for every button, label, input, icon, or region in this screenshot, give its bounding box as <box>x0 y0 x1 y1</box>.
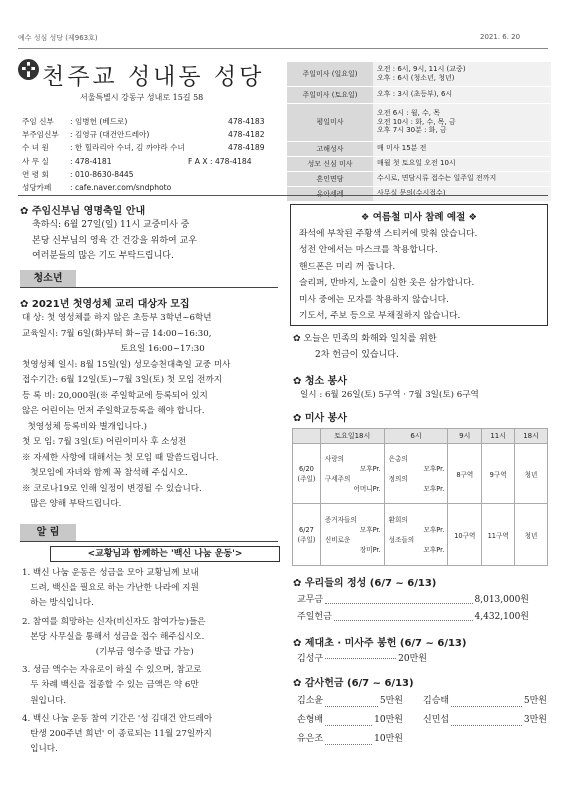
cell-line: 모후Pr. <box>359 525 381 534</box>
dot-leader <box>325 693 378 707</box>
feast-title: 주임신부님 영명축일 안내 <box>31 206 146 217</box>
list-item <box>297 592 529 609</box>
thanks-label: 김승태 <box>423 696 450 706</box>
thanks-amount: 5만원 <box>523 696 547 706</box>
cleaning-title: 청소 봉사 <box>304 376 347 387</box>
table-cell <box>320 504 384 566</box>
body-line: 교육일시: 7월 6일(화)부터 화~금 14:00~16:30, <box>22 328 212 339</box>
offering-title: 우리들의 정성 (6/7 ~ 6/13) <box>304 578 437 589</box>
schedule-value: 수시로, 면담시류 접수는 일주일 전까지 <box>373 171 551 186</box>
table-cell-date <box>293 444 321 504</box>
schedule-label: 주일미사 (일요일) <box>287 62 373 86</box>
cleaning-heading <box>293 372 347 387</box>
notice-tab: 알 림 <box>20 524 76 541</box>
body-line: 원입니다. <box>22 695 67 706</box>
mass-service-heading <box>293 409 347 424</box>
contact-value: : 임병헌 (베드로) <box>70 117 128 126</box>
cell-line: 신비로운 <box>324 535 351 544</box>
flower-bullet-icon: ✿ <box>293 413 302 424</box>
table-header: 토요일18시 <box>320 429 384 444</box>
offering-label: 주일헌금 <box>297 612 332 622</box>
body-line: 1. 백신 나눔 운동은 성금을 모아 교황님께 보내 <box>22 568 199 578</box>
list-item <box>297 731 553 750</box>
contact-phone: 478-4183 <box>228 117 265 126</box>
schedule-row <box>287 62 551 86</box>
offering-amount: 8,013,000원 <box>474 595 529 605</box>
thanks-label: 유은조 <box>297 734 324 744</box>
table-header: 9시 <box>448 429 482 444</box>
notice-divider <box>20 541 278 542</box>
vaccine-body <box>22 566 284 757</box>
schedule-row <box>287 141 551 156</box>
table-header: 18시 <box>515 429 548 444</box>
offering-amount: 4,432,100원 <box>474 612 529 622</box>
contact-list <box>22 115 272 194</box>
youth-tab: 청소년 <box>20 270 76 287</box>
contact-value: : 478-4181 <box>70 156 112 166</box>
schedule-label: 성모 신심 미사 <box>287 156 373 171</box>
contact-value: : cafe.naver.com/sndphoto <box>70 182 172 192</box>
body-line: 않은 어린이는 먼저 주일학교등록을 해야 합니다. <box>22 406 205 416</box>
candle-amount: 20만원 <box>398 654 427 664</box>
table-cell: 청년 <box>515 504 548 566</box>
schedule-label: 평일미사 <box>287 103 373 141</box>
cell-line: (주일) <box>297 535 316 544</box>
cell-line: 성조들의 <box>388 535 415 544</box>
contact-key: 수 녀 원 <box>22 143 49 153</box>
body-line: 3. 성금 액수는 자유로이 하실 수 있으며, 참고로 <box>22 665 202 676</box>
offering-label: 교무금 <box>297 595 324 605</box>
peter-collection <box>293 332 548 363</box>
body-line: 핸드폰은 미리 꺼 둡니다. <box>299 261 396 272</box>
table-cell-date <box>293 504 321 566</box>
cell-line: 장미Pr. <box>359 545 381 554</box>
flower-bullet-icon: ✿ <box>293 376 302 387</box>
table-cell: 8구역 <box>448 444 482 504</box>
contact-row-convent <box>22 141 272 154</box>
dot-leader <box>325 592 472 604</box>
table-header: 6시 <box>384 429 448 444</box>
dot-leader <box>451 693 522 707</box>
contact-fax: F A X : 478-4184 <box>188 156 252 166</box>
dot-leader <box>451 712 522 726</box>
body-line: 첫 모 임: 7월 3일(토) 어린이미사 후 소성전 <box>22 437 187 447</box>
table-row <box>293 444 548 504</box>
flower-bullet-icon: ✿ <box>20 299 29 310</box>
table-cell: 10구역 <box>448 504 482 566</box>
dot-leader <box>325 731 372 745</box>
table-header <box>293 429 321 444</box>
list-item <box>297 609 529 626</box>
cell-line: 증거자들의 <box>324 515 357 524</box>
cell-line: 6/20 <box>299 464 314 473</box>
body-line: 드려, 백신을 필요로 하는 가난한 나라에 지원 <box>22 583 199 594</box>
body-line: 여러분들의 많은 기도 부탁드립니다. <box>32 251 174 261</box>
bulletin-date: 2021. 6. 20 <box>480 33 521 41</box>
cell-line: 어머니Pr. <box>353 484 381 493</box>
schedule-line: 오전 10시 : 화, 수, 목, 금 <box>377 117 456 126</box>
contact-row-associate <box>22 128 272 141</box>
schedule-value: 사무실 문의(수시접수) <box>373 186 551 201</box>
communion-title: 2021년 첫영성체 교리 대상자 모집 <box>31 299 190 310</box>
thanks-entry <box>423 712 547 731</box>
contact-key: 주임 신부 <box>22 117 54 126</box>
cell-line: 모후Pr. <box>423 525 445 534</box>
contact-row-pastor <box>22 115 272 128</box>
body-line: 본당 신부님의 영육 간 건강을 위하여 교우 <box>32 235 197 246</box>
schedule-row <box>287 103 551 141</box>
cell-line: 구세주의 <box>324 474 351 483</box>
contact-key: 사 무 실 <box>22 156 49 166</box>
thanks-title: 감사헌금 (6/7 ~ 6/13) <box>304 678 414 689</box>
candle-title: 제대초 · 미사주 봉헌 (6/7 ~ 6/13) <box>304 638 467 649</box>
schedule-label: 혼인면담 <box>287 171 373 186</box>
communion-body <box>22 311 284 513</box>
feast-body <box>32 218 282 265</box>
body-line: 첫모임에 자녀와 함께 꼭 참석해 주십시오. <box>22 468 188 478</box>
vaccine-item <box>22 615 284 661</box>
schedule-line: 오전 : 6시, 9시, 11시 (교중) <box>377 64 466 73</box>
body-line: 2. 참여를 희망하는 신자(비신자도 참여가능)들은 <box>22 616 206 627</box>
contact-key: 부주임신부 <box>22 130 59 140</box>
youth-divider <box>20 287 278 288</box>
body-line: (기부금 영수증 발급 가능) <box>22 647 194 658</box>
schedule-row <box>287 86 551 103</box>
table-cell <box>384 504 448 566</box>
table-header: 11시 <box>482 429 515 444</box>
cell-line: 6/27 <box>299 525 314 534</box>
schedule-value <box>373 86 551 103</box>
schedule-label: 고해성사 <box>287 141 373 156</box>
body-line: 첫영성체 등록비와 별개입니다.) <box>22 421 147 432</box>
schedule-row <box>287 156 551 171</box>
body-line: 2차 헌금이 있습니다. <box>315 349 399 360</box>
body-line: 등 록 비: 20,000원(※ 주일학교에 등록되어 있지 <box>22 390 208 401</box>
cell-line: 모후Pr. <box>359 464 381 473</box>
list-item <box>297 712 553 731</box>
cell-line: 모후Pr. <box>423 484 445 493</box>
schedule-row <box>287 171 551 186</box>
candle-label: 김성구 <box>297 654 324 664</box>
body-line: ※ 코로나19로 인해 일정이 변경될 수 있습니다. <box>22 483 202 494</box>
summer-etiquette-box <box>290 204 548 326</box>
flower-bullet-icon: ✿ <box>293 678 302 689</box>
candle-heading <box>293 634 466 649</box>
thanks-amount: 10만원 <box>374 715 403 725</box>
contact-row-cafe <box>22 181 272 194</box>
dot-leader <box>334 609 473 621</box>
thanks-label: 손형배 <box>297 715 324 725</box>
thanks-entry <box>297 693 403 712</box>
body-line: 성전 안에서는 마스크를 착용합니다. <box>299 245 438 256</box>
cell-line: 모후Pr. <box>423 545 445 554</box>
body-line: 하는 방식입니다. <box>22 598 94 609</box>
bulletin-number: 예수 성심 성당 (제963호) <box>18 34 98 42</box>
body-line: 많은 양해 부탁드립니다. <box>22 499 122 509</box>
list-item <box>297 651 427 664</box>
dot-leader <box>325 712 372 726</box>
thanks-entry <box>297 712 403 731</box>
offering-list <box>297 592 529 626</box>
cleaning-text: 일시 : 6월 26일(토) 5구역 · 7월 3일(토) 6구역 <box>300 390 479 400</box>
schedule-label: 유아세례 <box>287 186 373 201</box>
thanks-label: 김소윤 <box>297 696 324 706</box>
flower-bullet-icon: ✿ <box>20 206 29 217</box>
mass-service-title: 미사 봉사 <box>304 413 347 424</box>
body-line: 두 차례 백신을 접종할 수 있는 금액은 약 6만 <box>22 680 199 691</box>
communion-heading <box>20 295 190 310</box>
thanks-amount: 5만원 <box>379 696 403 706</box>
contact-value: : 010-8630-8445 <box>70 169 134 179</box>
thanks-amount: 10만원 <box>374 734 403 744</box>
vaccine-item <box>22 712 284 758</box>
summer-title: ❖ 여름철 미사 참례 예절 ❖ <box>360 212 478 223</box>
thanks-amount: 3만원 <box>523 715 547 725</box>
body-line: ※ 자세한 사항에 대해서는 첫 모임 때 말씀드립니다. <box>22 452 219 463</box>
offering-heading <box>293 574 436 589</box>
table-header-row <box>293 429 548 444</box>
dot-leader <box>325 651 396 659</box>
body-line: 첫영성체 일시: 8월 15일(일) 성모승천대축일 교중 미사 <box>22 359 231 370</box>
schedule-value <box>373 62 551 86</box>
body-line: 토요일 16:00~17:30 <box>22 344 205 354</box>
body-line: 오늘은 민족의 화해와 일치를 위한 <box>303 334 437 344</box>
body-line: 미사 중에는 모자를 착용하지 않습니다. <box>299 294 449 305</box>
church-address: 서울특별시 강동구 성내로 15길 58 <box>80 93 204 102</box>
page-title: 천주교 성내동 성당 <box>42 64 265 90</box>
table-row <box>293 504 548 566</box>
header-divider <box>18 48 548 49</box>
contact-key: 연 령 회 <box>22 169 49 179</box>
body-line: 대 상: 첫 영성체를 하지 않은 초등부 3학년~6학년 <box>22 313 212 323</box>
body-line: 본당 사무실을 통해서 성금을 접수 해주십시오. <box>22 631 205 642</box>
flower-bullet-icon: ✿ <box>293 334 304 344</box>
table-cell <box>320 444 384 504</box>
contact-value: : 김영규 (대건안드레아) <box>70 130 150 140</box>
schedule-value: 매 미사 15분 전 <box>373 141 551 156</box>
cell-line: 정의의 <box>388 474 408 483</box>
contact-phone: 478-4182 <box>228 130 265 140</box>
mass-service-table <box>292 428 548 566</box>
feast-heading <box>20 202 145 217</box>
mass-schedule-table <box>287 62 551 202</box>
body-line: 4. 백신 나눔 운동 참여 기간은 '성 김대건 안드레아 <box>22 713 213 724</box>
body-line: 입니다. <box>22 744 58 755</box>
contact-row-office <box>22 155 272 168</box>
schedule-value: 매월 첫 토요일 오전 10시 <box>373 156 551 171</box>
vaccine-item <box>22 566 284 612</box>
thanks-heading <box>293 674 414 689</box>
cell-line: 은총의 <box>388 454 408 463</box>
contact-value: : 한 힐라리아 수녀, 김 까야라 수녀 <box>70 143 185 153</box>
schedule-row <box>287 186 551 201</box>
cell-line: 환희의 <box>388 515 408 524</box>
contact-key: 성당카페 <box>22 182 52 192</box>
schedule-value <box>373 103 551 141</box>
cell-line: 모후Pr. <box>423 464 445 473</box>
table-cell: 9구역 <box>482 444 515 504</box>
schedule-label: 주일미사 (토요일) <box>287 86 373 103</box>
schedule-line: 오후 : 3시 (초등부), 6시 <box>377 90 453 99</box>
body-line: 접수기간: 6월 12일(토)~7월 3일(토) 첫 모임 전까지 <box>22 375 223 385</box>
thanks-label: 신민섭 <box>423 715 450 725</box>
table-cell: 청년 <box>515 444 548 504</box>
table-cell: 11구역 <box>482 504 515 566</box>
schedule-line: 오후 : 6시 (청소년, 청년) <box>377 73 455 82</box>
body-line: 탄생 200주년 희년' 이 종료되는 11월 27일까지 <box>22 729 212 740</box>
cell-line: (주일) <box>297 474 316 483</box>
cell-line: 사랑의 <box>324 454 345 463</box>
thanks-entry <box>423 693 547 712</box>
body-line: 기도서, 주보 등으로 부채질하지 않습니다. <box>299 311 461 322</box>
thanks-list <box>297 693 553 750</box>
vaccine-title: <교황님과 함께하는 '백신 나눔 운동'> <box>50 546 280 562</box>
contact-row-funeral <box>22 168 272 181</box>
table-cell <box>384 444 448 504</box>
list-item <box>297 693 553 712</box>
body-line: 슬리퍼, 반바지, 노출이 심한 옷은 삼가합니다. <box>299 278 475 289</box>
body-line: 좌석에 부착된 주황색 스티커에 맞춰 앉습니다. <box>299 229 478 239</box>
flower-bullet-icon: ✿ <box>293 638 302 649</box>
flower-bullet-icon: ✿ <box>293 578 302 589</box>
schedule-line: 오후 7시 30분 : 화, 금 <box>377 126 447 135</box>
schedule-line: 오전 6시 : 월, 수, 목 <box>377 108 440 117</box>
body-line: 축하식: 6월 27일(일) 11시 교중미사 중 <box>32 220 190 230</box>
church-logo-icon <box>18 59 39 80</box>
vaccine-item <box>22 663 284 709</box>
section-divider <box>18 195 548 196</box>
thanks-entry <box>297 731 403 750</box>
summer-body <box>299 226 547 324</box>
contact-phone: 478-4189 <box>228 143 265 153</box>
